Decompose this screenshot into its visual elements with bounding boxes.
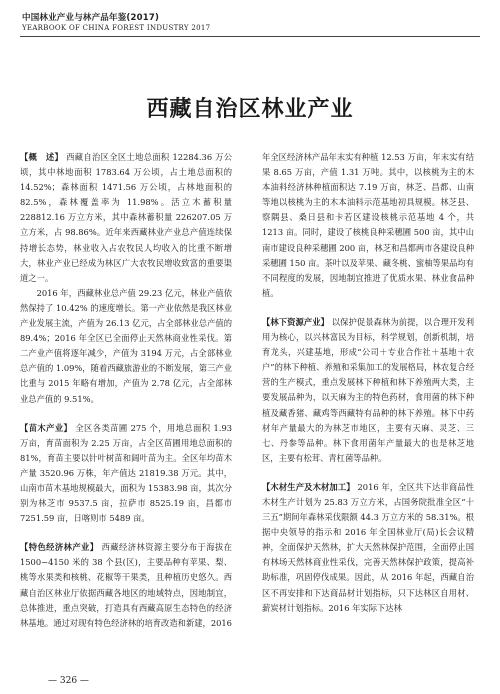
timber-section	[262, 480, 474, 616]
seedling-heading: 【苗木产业】	[20, 422, 73, 433]
page-number: — 326 —	[48, 676, 89, 686]
seedling-text: 全区各类苗圃 275 个，用地总面积 1.93 万亩，育苗面积为 2.25 万亩，占全区苗圃用地总面积的 81%，育苗主要以针叶树苗和阔叶苗为主。全区年均苗木产量 3520.96 万株，年产值达 21819.38 万元。其中，山南市苗木基地规模最大，面积为 15383.98 亩，其次分别为林芝市 9537.5 亩，拉萨市 8525.19 亩，昌都市 7251.59 亩，日喀则市 5489 亩。	[20, 422, 232, 524]
overview-paragraph-1: 西藏自治区全区土地总面积 12284.36 万公顷，其中林地面积 1783.64 万公顷，占土地总面积的 14.52%；森林面积 1471.56 万公顷，占林地面积的 82.5%，森林覆盖率为 11.98%。活立木蓄积量 228812.16 万立方米，其中森林蓄积量 226207.05 万立方米，占 98.86%。近年来西藏林业产业总产值连续保持增长态势，林业收入占农牧民人均收入的比重不断增大，林业产业已经成为林区广大农牧民增收致富的重要渠道之一。	[20, 152, 232, 283]
economic-forest-continued	[262, 150, 474, 301]
economic-forest-heading: 【特色经济林产业】	[20, 542, 99, 553]
overview-section	[20, 150, 232, 286]
timber-heading: 【木材生产及木材加工】	[262, 481, 355, 492]
article-title: 西藏自治区林业产业	[146, 97, 354, 122]
timber-text: 2016 年，全区共下达非商品性木材生产计划为 25.83 万立方米，占国务院批准全区“十三五”期间年森林采伐限额 44.3 万立方米的 58.31%。根据中央领导的指示和 2016 年全国林业厅(局)长会议精神，全面保护天然林，扩大天然林保护范围，全面停止国有林场天然林商业性采伐，完善天然林保护政策，提高补助标准，巩固停伐成果。因此，从 2016 年起，西藏自治区不再安排和下达商品材计划指标，只下达林区自用材、薪炭材计划指标。2016 年实际下达林	[262, 481, 474, 613]
right-column	[262, 150, 474, 616]
overview-heading: 【概 述】	[20, 152, 64, 162]
header-divider	[20, 36, 480, 37]
understory-text: 以保护促景森林为前提，以合理开发利用为核心，以兴林富民为目标，科学规划，创新机制，培育龙头，兴建基地，形成“公司＋专业合作社＋基地＋农户”的林下种植、养殖和采集加工的发展格局，林农复合经营的生产模式，重点发展林下种植和林下养殖两大类，主要发展品种为，以天麻为主的特色药材，食用菌的林下种植及藏香猪、藏鸡等西藏特有品种的林下养殖。林下中药材年产量最大的为林芝市地区，主要有天麻、灵芝、三七、丹参等品种。林下食用菌年产量最大的也是林芝地区，主要有松茸、青杠菌等品种。	[262, 316, 474, 463]
yearbook-header-cn: 中国林业产业与林产品年鉴(2017)	[22, 13, 160, 23]
economic-forest-section	[20, 540, 232, 631]
overview-paragraph-2: 2016 年，西藏林业总产值 29.23 亿元，林业产值依然保持了 10.42% 的速度增长。第一产业依然是我区林业产业发展主流，产值为 26.13 亿元，占全部林业总产值的 89.4%；2016 年全区已全面停止天然林商业性采伐。第二产业产值将逐年减少，产值为 3194 万元，占全部林业总产值的 1.09%，随着西藏旅游业的不断发展，第三产业比重与 2015 年略有增加，产值为 2.78 亿元，占全部林业总产值的 9.51%。	[20, 287, 232, 404]
understory-heading: 【林下资源产业】	[262, 316, 329, 327]
seedling-section	[20, 421, 232, 527]
left-column	[20, 150, 232, 631]
understory-section	[262, 315, 474, 466]
economic-forest-continued-text: 年全区经济林产品年末实有种植 12.53 万亩，年末实有结果 8.65 万亩，产值 1.31 万吨。其中，以核桃为主的木本油料经济林种植面积达 7.19 万亩，林芝、昌都、山南等地以核桃为主的木本油料示范基地初具规模。林芝县、察隅县、桑日县和卡若区建设核桃示范基地 4 个，共 1213 亩。同时，建设了核桃良种采穗圃 500 亩，其中山南市建设良种采穗圃 200 亩，林芝和昌都两市各建设良种采穗圃 150 亩。茶叶以及苹果、藏冬桃、蜜柚等果品均有不同程度的发展，因地制宜推进了优质水果、林业食品种植。	[262, 152, 474, 298]
economic-forest-text: 西藏经济林资源主要分布于海拔在 1500~4150 米的 38 个县(区)，主要品种有苹果、梨、桃等水果类和核桃、花椒等干果类，且种植历史悠久。西藏自治区林业厅依据西藏各地区的地域特点，因地制宜，总体推进，重点突破，打造具有西藏高原生态特色的经济林基地。通过对现有特色经济林的培育改造和新建，2016	[20, 542, 232, 628]
yearbook-header-en: YEARBOOK OF CHINA FOREST INDUSTRY 2017	[22, 24, 211, 32]
